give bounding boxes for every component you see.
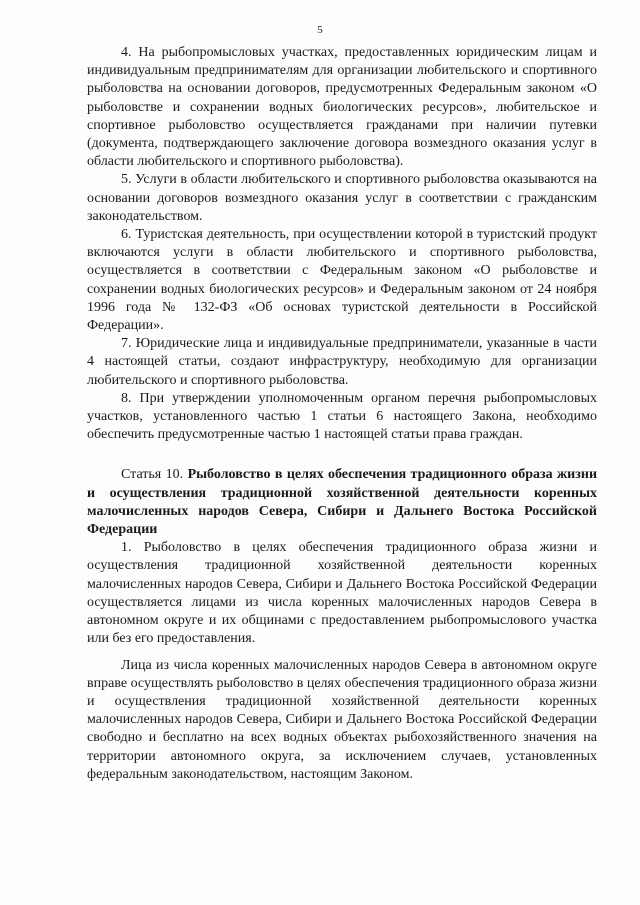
paragraph-5: 5. Услуги в области любительского и спортивного рыболовства оказываются на основании договоров возмездного оказания услуг в соответствии с гражданским законодательством. xyxy=(87,172,597,224)
document-body xyxy=(87,44,597,784)
article-title: Рыболовство в целях обеспечения традиционного образа жизни и осуществления традиционной хозяйственной деятельности коренных малочисленных народов Севера, Сибири и Дальнего Востока Российской Федерации xyxy=(87,467,598,538)
paragraph-7: 7. Юридические лица и индивидуальные предприниматели, указанные в части 4 настоящей статьи, создают инфраструктуру, необходимую для организации любительского и спортивного рыболовства. xyxy=(87,336,597,388)
article-paragraph-2: Лица из числа коренных малочисленных народов Севера в автономном округе вправе осуществлять рыболовство в целях обеспечения традиционного образа жизни и осуществления традиционной хозяйственной деятельности коренных малочисленных народов Севера, Сибири и Дальнего Востока Российской Федерации свободно и бесплатно на всех водных объектах рыбохозяйственного значения на территории автономного округа, за исключением случаев, установленных федеральным законодательством, настоящим Законом. xyxy=(87,657,597,782)
paragraph-4: 4. На рыбопромысловых участках, предоставленных юридическим лицам и индивидуальным предпринимателям для организации любительского и спортивного рыболовства на основании договоров, предусмотренных Федеральным законом «О рыболовстве и сохранении водных биологических ресурсов», любительское и спортивное рыболовство осуществляется гражданами при наличии путевки (документа, подтверждающего заключение договора возмездного оказания услуг в области любительского и спортивного рыболовства). xyxy=(87,45,597,170)
paragraph-8: 8. При утверждении уполномоченным органом перечня рыбопромысловых участков, установленного частью 1 статьи 6 настоящего Закона, необходимо обеспечить предусмотренные частью 1 настоящей статьи права граждан. xyxy=(87,390,597,443)
page-number: 5 xyxy=(317,24,323,36)
article-number: Статья 10. xyxy=(121,467,184,483)
article-paragraph-1: 1. Рыболовство в целях обеспечения традиционного образа жизни и осуществления традиционной хозяйственной деятельности коренных малочисленных народов Севера, Сибири и Дальнего Востока Российской Федерации осуществляется лицами из числа коренных малочисленных народов Севера в автономном округе и их общинами с предоставлением рыбопромыслового участка или без его предоставления. xyxy=(87,540,597,647)
article-heading xyxy=(87,466,597,539)
paragraph-6: 6. Туристская деятельность, при осуществлении которой в туристский продукт включаются услуги в области любительского и спортивного рыболовства, осуществляется в соответствии с Федеральным законом «О рыболовстве и сохранении водных биологических ресурсов» и Федеральным законом от 24 ноября 1996 года № 132-ФЗ «Об основах туристской деятельности в Российской Федерации». xyxy=(87,227,597,334)
